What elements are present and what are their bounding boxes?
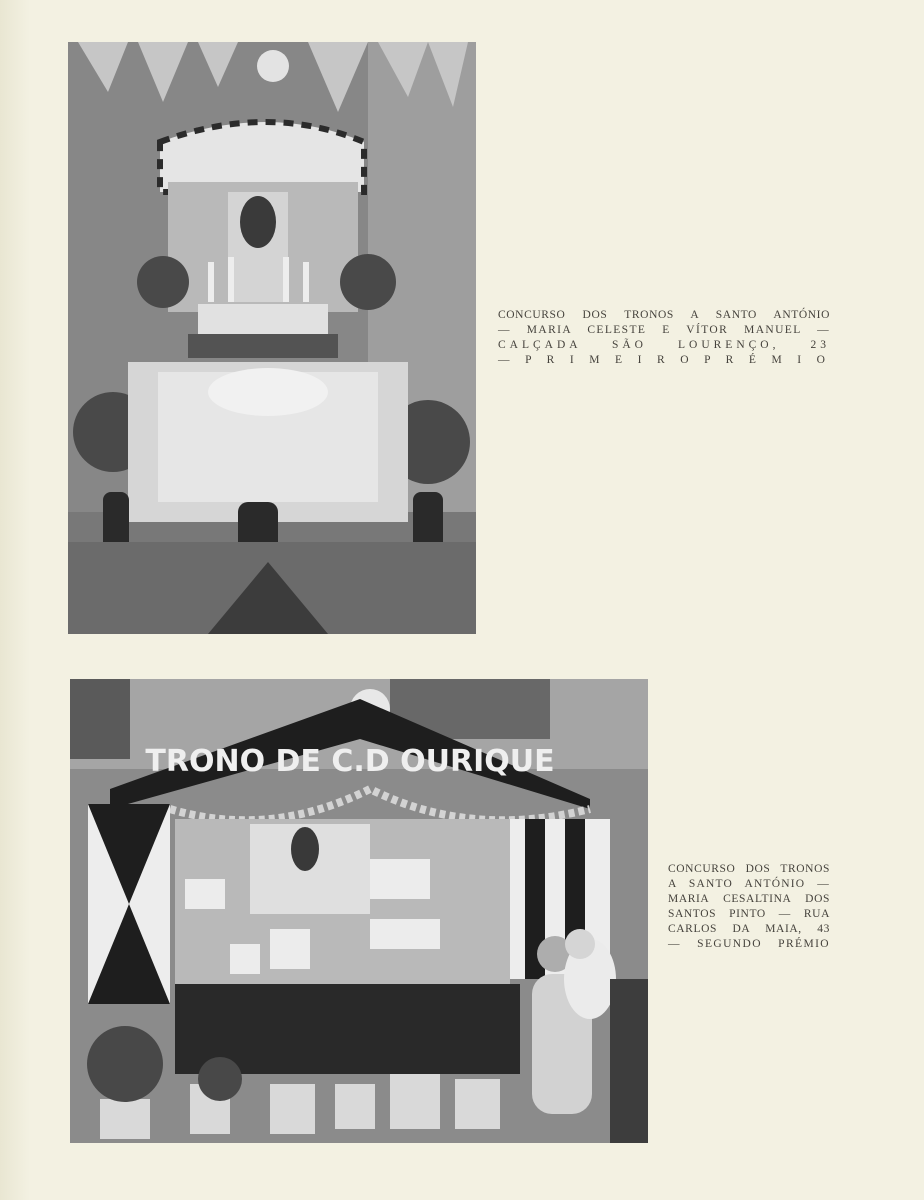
caption-line: MARIA CESALTINA DOS <box>668 893 830 905</box>
caption-line: CARLOS DA MAIA, 43 <box>668 923 830 935</box>
photo-throne-first-prize-image <box>68 42 476 634</box>
caption-line: SANTOS PINTO — RUA <box>668 908 830 920</box>
caption-line: CALÇADA SÃO LOURENÇO, 23 <box>498 339 830 351</box>
caption-first-prize <box>498 308 830 368</box>
caption-line: A SANTO ANTÓNIO — <box>668 878 830 890</box>
caption-line: — MARIA CELESTE E VÍTOR MANUEL — <box>498 324 830 336</box>
photo-throne-second-prize-image <box>70 679 648 1143</box>
caption-second-prize <box>668 862 830 952</box>
caption-line: — SEGUNDO PRÉMIO <box>668 938 830 950</box>
banner-text: TRONO DE C.D OURIQUE <box>145 744 555 779</box>
caption-line: CONCURSO DOS TRONOS <box>668 863 830 875</box>
photo-throne-first-prize <box>68 42 476 634</box>
caption-line: — P R I M E I R O P R É M I O <box>498 354 830 366</box>
caption-line: CONCURSO DOS TRONOS A SANTO ANTÓNIO <box>498 309 830 321</box>
photo-throne-second-prize <box>70 679 648 1143</box>
page-edge-shade <box>0 0 30 1200</box>
